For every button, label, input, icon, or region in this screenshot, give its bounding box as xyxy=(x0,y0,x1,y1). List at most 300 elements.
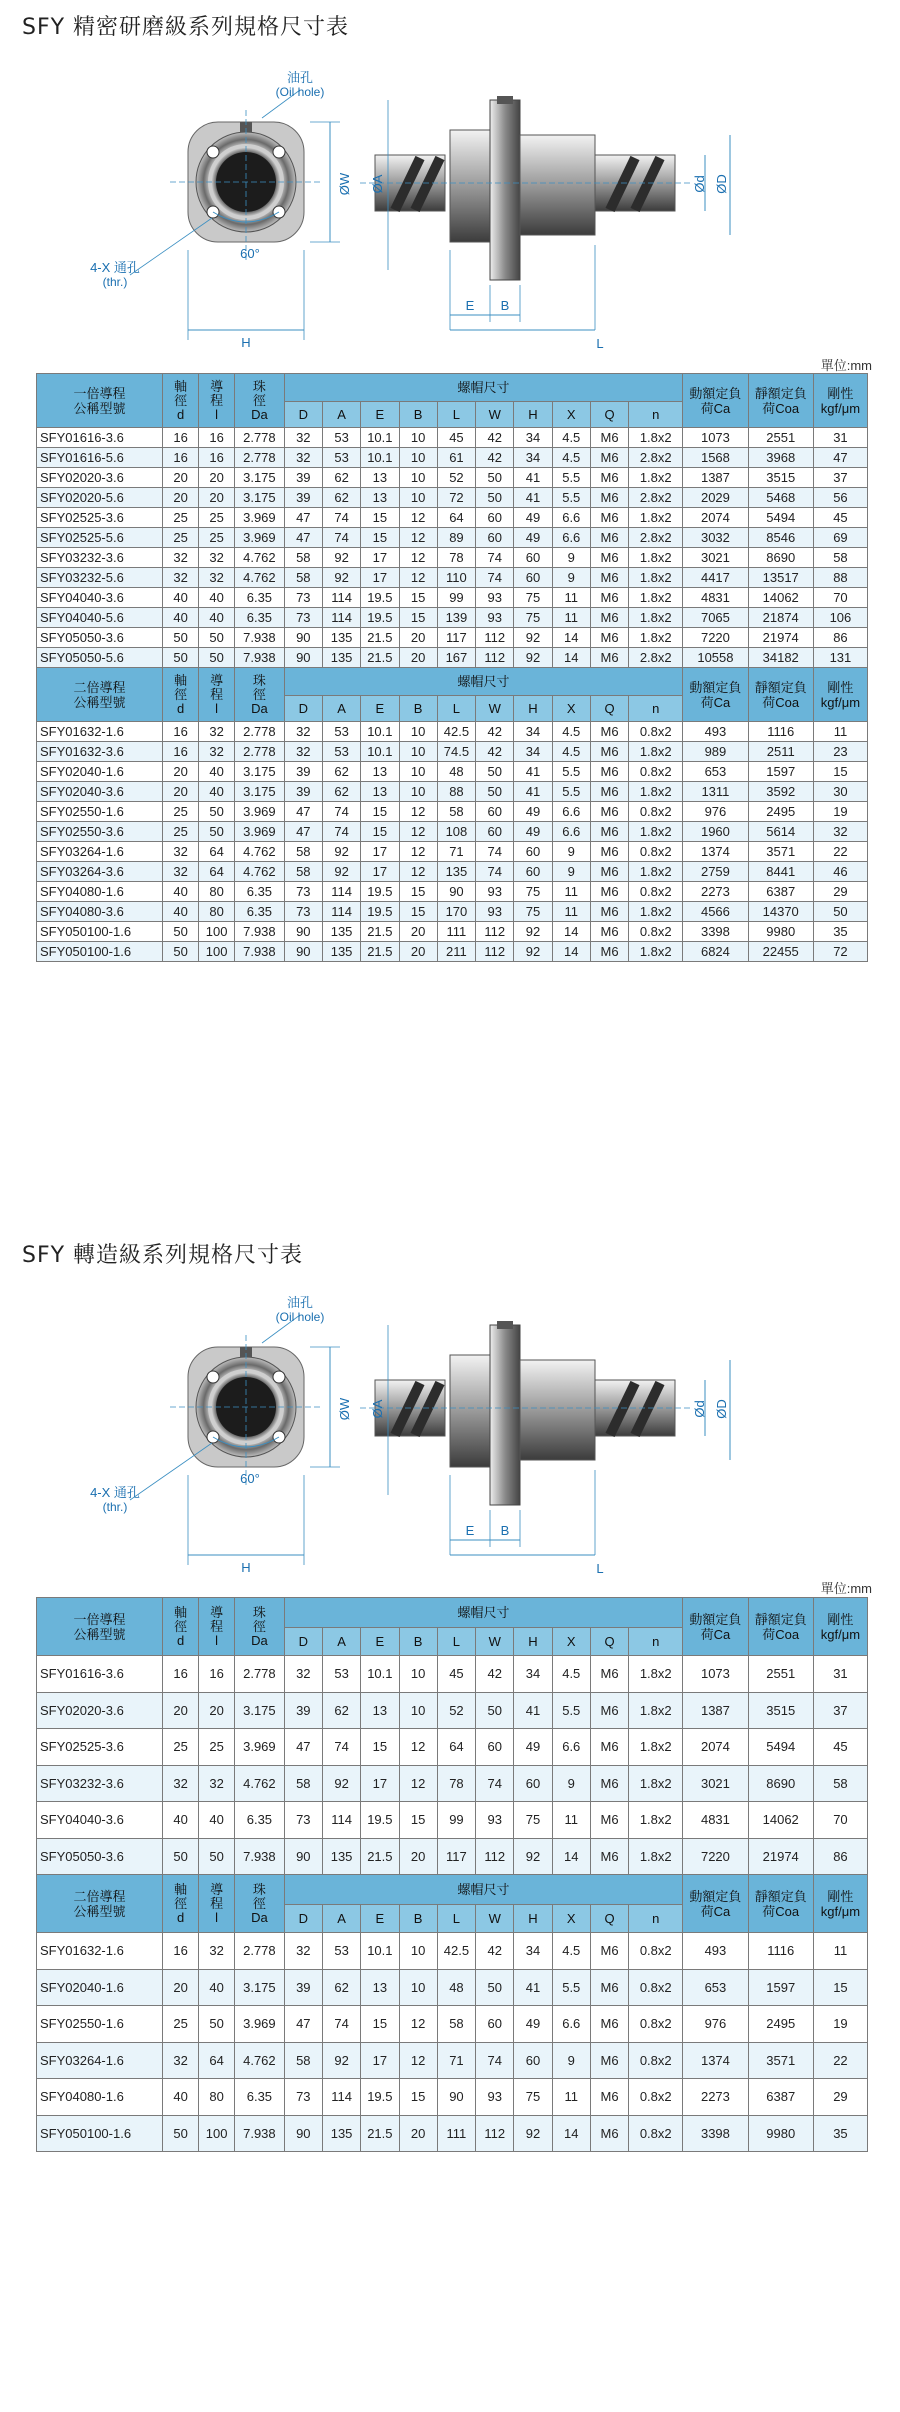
header-model-cell xyxy=(37,1875,163,1933)
header-shaft xyxy=(163,1598,199,1656)
cell-ca: 7220 xyxy=(683,1838,748,1875)
cell-X: 4.5 xyxy=(552,428,590,448)
header-nut-col-a: A xyxy=(322,696,360,722)
cell-D: 90 xyxy=(284,628,322,648)
cell-da: 4.762 xyxy=(235,548,285,568)
cell-A: 53 xyxy=(322,1656,360,1693)
cell-B: 10 xyxy=(399,1656,437,1693)
cell-B: 10 xyxy=(399,1933,437,1970)
nut-diagram-1 xyxy=(0,60,900,360)
table-row xyxy=(37,488,868,508)
cell-W: 42 xyxy=(476,722,514,742)
cell-E: 13 xyxy=(361,1692,399,1729)
cell-X: 14 xyxy=(552,628,590,648)
group-label: 一倍導程 xyxy=(73,385,126,401)
cell-k: 35 xyxy=(813,2115,867,2152)
cell-model: SFY04040-3.6 xyxy=(37,588,163,608)
cell-da: 2.778 xyxy=(235,742,285,762)
cell-L: 117 xyxy=(437,628,475,648)
cell-A: 62 xyxy=(322,1692,360,1729)
cell-Q: M6 xyxy=(590,568,628,588)
cell-W: 112 xyxy=(476,2115,514,2152)
cell-l: 32 xyxy=(199,1765,235,1802)
cell-H: 34 xyxy=(514,1933,552,1970)
cell-l: 50 xyxy=(199,2006,235,2043)
cell-da: 3.175 xyxy=(235,468,285,488)
cell-W: 42 xyxy=(476,448,514,468)
header-nut-col-n: n xyxy=(629,696,683,722)
cell-A: 135 xyxy=(322,922,360,942)
cell-A: 53 xyxy=(322,722,360,742)
cell-k: 31 xyxy=(813,1656,867,1693)
table-row xyxy=(37,922,868,942)
cell-H: 34 xyxy=(514,428,552,448)
oil-hole-label: 油孔 xyxy=(286,70,314,85)
cell-L: 108 xyxy=(437,822,475,842)
cell-H: 60 xyxy=(514,2042,552,2079)
cell-l: 50 xyxy=(199,822,235,842)
cell-k: 35 xyxy=(813,922,867,942)
header-nut-col-a: A xyxy=(322,1905,360,1933)
table-row xyxy=(37,2006,868,2043)
model-header-label: 公稱型號 xyxy=(73,400,126,416)
cell-coa: 21974 xyxy=(748,628,813,648)
cell-H: 49 xyxy=(514,822,552,842)
header-nut-col-l: L xyxy=(437,1628,475,1656)
header-nut-col-h: H xyxy=(514,402,552,428)
cell-d: 50 xyxy=(163,942,199,962)
cell-da: 2.778 xyxy=(235,722,285,742)
cell-k: 58 xyxy=(813,1765,867,1802)
cell-k: 19 xyxy=(813,2006,867,2043)
cell-B: 10 xyxy=(399,782,437,802)
header-nut-dims: 螺帽尺寸 xyxy=(284,1875,683,1905)
cell-n: 0.8x2 xyxy=(629,802,683,822)
header-nut-col-e: E xyxy=(361,402,399,428)
cell-A: 53 xyxy=(322,448,360,468)
header-ball-text: 珠徑Da xyxy=(251,1881,268,1925)
cell-n: 1.8x2 xyxy=(629,822,683,842)
cell-D: 90 xyxy=(284,1838,322,1875)
header-static-load xyxy=(748,668,813,722)
cell-d: 20 xyxy=(163,1969,199,2006)
cell-B: 10 xyxy=(399,762,437,782)
cell-coa: 34182 xyxy=(748,648,813,668)
cell-Q: M6 xyxy=(590,1802,628,1839)
cell-d: 50 xyxy=(163,628,199,648)
cell-ca: 1374 xyxy=(683,842,748,862)
cell-D: 39 xyxy=(284,782,322,802)
table-row xyxy=(37,2042,868,2079)
cell-coa: 1116 xyxy=(748,1933,813,1970)
cell-D: 47 xyxy=(284,1729,322,1766)
cell-D: 73 xyxy=(284,588,322,608)
cell-k: 19 xyxy=(813,802,867,822)
cell-E: 21.5 xyxy=(361,628,399,648)
header-static-load-text: 靜額定負荷Coa xyxy=(754,1611,807,1642)
cell-d: 40 xyxy=(163,2079,199,2116)
cell-B: 20 xyxy=(399,628,437,648)
cell-coa: 6387 xyxy=(748,2079,813,2116)
cell-E: 10.1 xyxy=(361,448,399,468)
table-row xyxy=(37,2079,868,2116)
cell-ca: 1960 xyxy=(683,822,748,842)
cell-E: 21.5 xyxy=(361,942,399,962)
cell-l: 64 xyxy=(199,862,235,882)
cell-ca: 10558 xyxy=(683,648,748,668)
cell-E: 10.1 xyxy=(361,1933,399,1970)
cell-H: 75 xyxy=(514,2079,552,2116)
thru-hole-label: 4-X 通孔 xyxy=(90,260,140,275)
cell-da: 2.778 xyxy=(235,1656,285,1693)
cell-W: 50 xyxy=(476,468,514,488)
cell-L: 88 xyxy=(437,782,475,802)
cell-ca: 2029 xyxy=(683,488,748,508)
cell-da: 3.175 xyxy=(235,1692,285,1729)
header-nut-col-l: L xyxy=(437,1905,475,1933)
cell-ca: 493 xyxy=(683,722,748,742)
cell-d: 32 xyxy=(163,568,199,588)
cell-E: 21.5 xyxy=(361,2115,399,2152)
header-nut-col-a: A xyxy=(322,1628,360,1656)
cell-A: 62 xyxy=(322,468,360,488)
cell-model: SFY01616-5.6 xyxy=(37,448,163,468)
header-static-load-text: 靜額定負荷Coa xyxy=(754,385,807,416)
cell-L: 74.5 xyxy=(437,742,475,762)
cell-X: 4.5 xyxy=(552,448,590,468)
cell-n: 1.8x2 xyxy=(629,428,683,448)
header-dynamic-load xyxy=(683,1875,748,1933)
cell-E: 19.5 xyxy=(361,902,399,922)
spec-table-grinding xyxy=(36,373,868,962)
cell-da: 2.778 xyxy=(235,428,285,448)
header-lead-text: 導程l xyxy=(210,1604,224,1648)
cell-l: 40 xyxy=(199,782,235,802)
cell-W: 93 xyxy=(476,588,514,608)
cell-W: 60 xyxy=(476,802,514,822)
cell-L: 64 xyxy=(437,508,475,528)
header-nut-col-n: n xyxy=(629,1628,683,1656)
cell-B: 12 xyxy=(399,2042,437,2079)
header-shaft-text: 軸徑d xyxy=(174,1604,188,1648)
cell-B: 10 xyxy=(399,468,437,488)
cell-H: 60 xyxy=(514,842,552,862)
cell-A: 114 xyxy=(322,1802,360,1839)
table-row xyxy=(37,1729,868,1766)
cell-n: 2.8x2 xyxy=(629,448,683,468)
cell-A: 74 xyxy=(322,2006,360,2043)
cell-ca: 1073 xyxy=(683,1656,748,1693)
cell-X: 9 xyxy=(552,1765,590,1802)
cell-da: 4.762 xyxy=(235,842,285,862)
cell-k: 46 xyxy=(813,862,867,882)
cell-k: 106 xyxy=(813,608,867,628)
cell-d: 32 xyxy=(163,1765,199,1802)
cell-L: 78 xyxy=(437,548,475,568)
cell-model: SFY01616-3.6 xyxy=(37,428,163,448)
cell-W: 60 xyxy=(476,528,514,548)
header-shaft xyxy=(163,668,199,722)
cell-Q: M6 xyxy=(590,2115,628,2152)
header-nut-col-w: W xyxy=(476,696,514,722)
header-nut-col-e: E xyxy=(361,1905,399,1933)
cell-model: SFY03264-3.6 xyxy=(37,862,163,882)
cell-Q: M6 xyxy=(590,882,628,902)
cell-d: 25 xyxy=(163,802,199,822)
cell-D: 73 xyxy=(284,1802,322,1839)
cell-W: 60 xyxy=(476,508,514,528)
cell-n: 1.8x2 xyxy=(629,588,683,608)
cell-ca: 989 xyxy=(683,742,748,762)
cell-d: 50 xyxy=(163,2115,199,2152)
cell-da: 3.175 xyxy=(235,488,285,508)
cell-ca: 6824 xyxy=(683,942,748,962)
cell-D: 32 xyxy=(284,428,322,448)
cell-ca: 3021 xyxy=(683,1765,748,1802)
cell-coa: 5468 xyxy=(748,488,813,508)
cell-X: 11 xyxy=(552,882,590,902)
side-view xyxy=(360,96,730,330)
header-nut-col-d: D xyxy=(284,402,322,428)
cell-E: 19.5 xyxy=(361,2079,399,2116)
cell-ca: 1073 xyxy=(683,428,748,448)
cell-l: 40 xyxy=(199,608,235,628)
header-static-load xyxy=(748,1875,813,1933)
group-label: 二倍導程 xyxy=(73,679,126,695)
dim-d-large-label: ØD xyxy=(714,1399,729,1419)
cell-da: 3.175 xyxy=(235,762,285,782)
table-row xyxy=(37,1692,868,1729)
cell-L: 58 xyxy=(437,802,475,822)
cell-E: 10.1 xyxy=(361,722,399,742)
model-header-label: 公稱型號 xyxy=(73,1626,126,1642)
model-header-label: 公稱型號 xyxy=(73,1903,126,1919)
cell-n: 1.8x2 xyxy=(629,568,683,588)
cell-l: 80 xyxy=(199,902,235,922)
header-nut-col-n: n xyxy=(629,402,683,428)
cell-d: 50 xyxy=(163,648,199,668)
cell-l: 40 xyxy=(199,588,235,608)
cell-k: 69 xyxy=(813,528,867,548)
cell-n: 1.8x2 xyxy=(629,782,683,802)
cell-L: 52 xyxy=(437,1692,475,1729)
cell-l: 25 xyxy=(199,528,235,548)
cell-A: 53 xyxy=(322,428,360,448)
cell-H: 60 xyxy=(514,568,552,588)
cell-k: 86 xyxy=(813,1838,867,1875)
cell-da: 7.938 xyxy=(235,648,285,668)
header-ball-text: 珠徑Da xyxy=(251,1604,268,1648)
cell-n: 1.8x2 xyxy=(629,1765,683,1802)
cell-A: 114 xyxy=(322,902,360,922)
cell-W: 60 xyxy=(476,2006,514,2043)
cell-l: 16 xyxy=(199,1656,235,1693)
cell-ca: 4417 xyxy=(683,568,748,588)
cell-n: 1.8x2 xyxy=(629,1802,683,1839)
cell-H: 41 xyxy=(514,1969,552,2006)
cell-ca: 4831 xyxy=(683,1802,748,1839)
cell-B: 10 xyxy=(399,742,437,762)
cell-coa: 3968 xyxy=(748,448,813,468)
header-nut-col-l: L xyxy=(437,696,475,722)
cell-W: 112 xyxy=(476,1838,514,1875)
header-nut-col-e: E xyxy=(361,1628,399,1656)
cell-L: 211 xyxy=(437,942,475,962)
cell-X: 11 xyxy=(552,588,590,608)
cell-n: 1.8x2 xyxy=(629,1656,683,1693)
cell-model: SFY01632-3.6 xyxy=(37,742,163,762)
cell-D: 47 xyxy=(284,528,322,548)
cell-H: 60 xyxy=(514,548,552,568)
cell-B: 20 xyxy=(399,942,437,962)
cell-Q: M6 xyxy=(590,2042,628,2079)
cell-A: 135 xyxy=(322,942,360,962)
cell-L: 45 xyxy=(437,428,475,448)
cell-A: 114 xyxy=(322,2079,360,2116)
cell-X: 11 xyxy=(552,2079,590,2116)
header-nut-col-d: D xyxy=(284,696,322,722)
cell-B: 10 xyxy=(399,722,437,742)
dim-l-label: L xyxy=(596,1561,604,1576)
cell-X: 11 xyxy=(552,902,590,922)
cell-l: 50 xyxy=(199,1838,235,1875)
cell-d: 25 xyxy=(163,1729,199,1766)
cell-k: 50 xyxy=(813,902,867,922)
cell-Q: M6 xyxy=(590,588,628,608)
cell-n: 1.8x2 xyxy=(629,508,683,528)
header-ball xyxy=(235,668,285,722)
cell-W: 42 xyxy=(476,1933,514,1970)
cell-B: 15 xyxy=(399,1802,437,1839)
cell-A: 53 xyxy=(322,742,360,762)
cell-k: 45 xyxy=(813,508,867,528)
cell-H: 34 xyxy=(514,448,552,468)
cell-H: 34 xyxy=(514,742,552,762)
cell-H: 92 xyxy=(514,648,552,668)
cell-coa: 9980 xyxy=(748,922,813,942)
table-row xyxy=(37,448,868,468)
cell-k: 58 xyxy=(813,548,867,568)
cell-ca: 2074 xyxy=(683,508,748,528)
header-rigidity-text: 剛性kgf/μm xyxy=(820,1888,861,1919)
cell-l: 25 xyxy=(199,508,235,528)
dim-a-label: ØA xyxy=(370,174,385,194)
cell-coa: 9980 xyxy=(748,2115,813,2152)
cell-E: 13 xyxy=(361,782,399,802)
cell-E: 19.5 xyxy=(361,882,399,902)
header-nut-col-x: X xyxy=(552,696,590,722)
cell-model: SFY04080-3.6 xyxy=(37,902,163,922)
header-nut-col-x: X xyxy=(552,1905,590,1933)
cell-Q: M6 xyxy=(590,1765,628,1802)
cell-l: 40 xyxy=(199,1802,235,1839)
header-shaft-text: 軸徑d xyxy=(174,1881,188,1925)
cell-d: 40 xyxy=(163,902,199,922)
cell-B: 15 xyxy=(399,2079,437,2116)
cell-coa: 3515 xyxy=(748,468,813,488)
cell-A: 135 xyxy=(322,628,360,648)
cell-B: 12 xyxy=(399,508,437,528)
header-shaft-text: 軸徑d xyxy=(174,378,188,422)
cell-model: SFY02020-3.6 xyxy=(37,1692,163,1729)
header-rigidity-text: 剛性kgf/μm xyxy=(820,1611,861,1642)
cell-n: 1.8x2 xyxy=(629,1692,683,1729)
cell-L: 90 xyxy=(437,882,475,902)
cell-d: 20 xyxy=(163,762,199,782)
cell-L: 99 xyxy=(437,1802,475,1839)
header-nut-col-d: D xyxy=(284,1628,322,1656)
cell-D: 32 xyxy=(284,722,322,742)
cell-A: 92 xyxy=(322,862,360,882)
cell-Q: M6 xyxy=(590,428,628,448)
cell-d: 32 xyxy=(163,842,199,862)
cell-d: 40 xyxy=(163,1802,199,1839)
cell-D: 58 xyxy=(284,2042,322,2079)
cell-ca: 3398 xyxy=(683,922,748,942)
cell-E: 17 xyxy=(361,1765,399,1802)
cell-X: 6.6 xyxy=(552,528,590,548)
cell-coa: 3571 xyxy=(748,2042,813,2079)
header-static-load-text: 靜額定負荷Coa xyxy=(754,679,807,710)
cell-d: 20 xyxy=(163,782,199,802)
cell-ca: 1387 xyxy=(683,1692,748,1729)
header-nut-col-q: Q xyxy=(590,696,628,722)
cell-E: 17 xyxy=(361,842,399,862)
cell-l: 64 xyxy=(199,2042,235,2079)
cell-d: 32 xyxy=(163,548,199,568)
header-rigidity xyxy=(813,374,867,428)
cell-coa: 14370 xyxy=(748,902,813,922)
cell-ca: 2759 xyxy=(683,862,748,882)
cell-da: 7.938 xyxy=(235,942,285,962)
dim-b-label: B xyxy=(500,298,510,313)
cell-model: SFY03232-3.6 xyxy=(37,548,163,568)
cell-Q: M6 xyxy=(590,1969,628,2006)
cell-coa: 2551 xyxy=(748,1656,813,1693)
cell-B: 12 xyxy=(399,842,437,862)
dim-e-label: E xyxy=(465,1523,475,1538)
cell-ca: 3032 xyxy=(683,528,748,548)
cell-L: 110 xyxy=(437,568,475,588)
header-nut-col-h: H xyxy=(514,1628,552,1656)
front-view xyxy=(130,1315,340,1565)
cell-l: 20 xyxy=(199,1692,235,1729)
cell-da: 4.762 xyxy=(235,1765,285,1802)
cell-A: 62 xyxy=(322,762,360,782)
thru-hole-en-label: (thr.) xyxy=(102,275,128,289)
cell-n: 2.8x2 xyxy=(629,528,683,548)
cell-H: 60 xyxy=(514,1765,552,1802)
cell-L: 117 xyxy=(437,1838,475,1875)
cell-l: 50 xyxy=(199,628,235,648)
dim-l-label: L xyxy=(596,336,604,351)
header-nut-col-q: Q xyxy=(590,402,628,428)
dim-w-label: ØW xyxy=(337,172,352,196)
header-dynamic-load-text: 動額定負荷Ca xyxy=(689,385,742,416)
header-ball-text: 珠徑Da xyxy=(251,672,268,716)
cell-X: 11 xyxy=(552,608,590,628)
table-row xyxy=(37,1802,868,1839)
cell-E: 21.5 xyxy=(361,922,399,942)
cell-H: 49 xyxy=(514,1729,552,1766)
cell-model: SFY02550-1.6 xyxy=(37,802,163,822)
cell-k: 47 xyxy=(813,448,867,468)
cell-l: 40 xyxy=(199,1969,235,2006)
table-row xyxy=(37,862,868,882)
header-rigidity-text: 剛性kgf/μm xyxy=(820,679,861,710)
cell-E: 19.5 xyxy=(361,588,399,608)
cell-n: 1.8x2 xyxy=(629,1838,683,1875)
